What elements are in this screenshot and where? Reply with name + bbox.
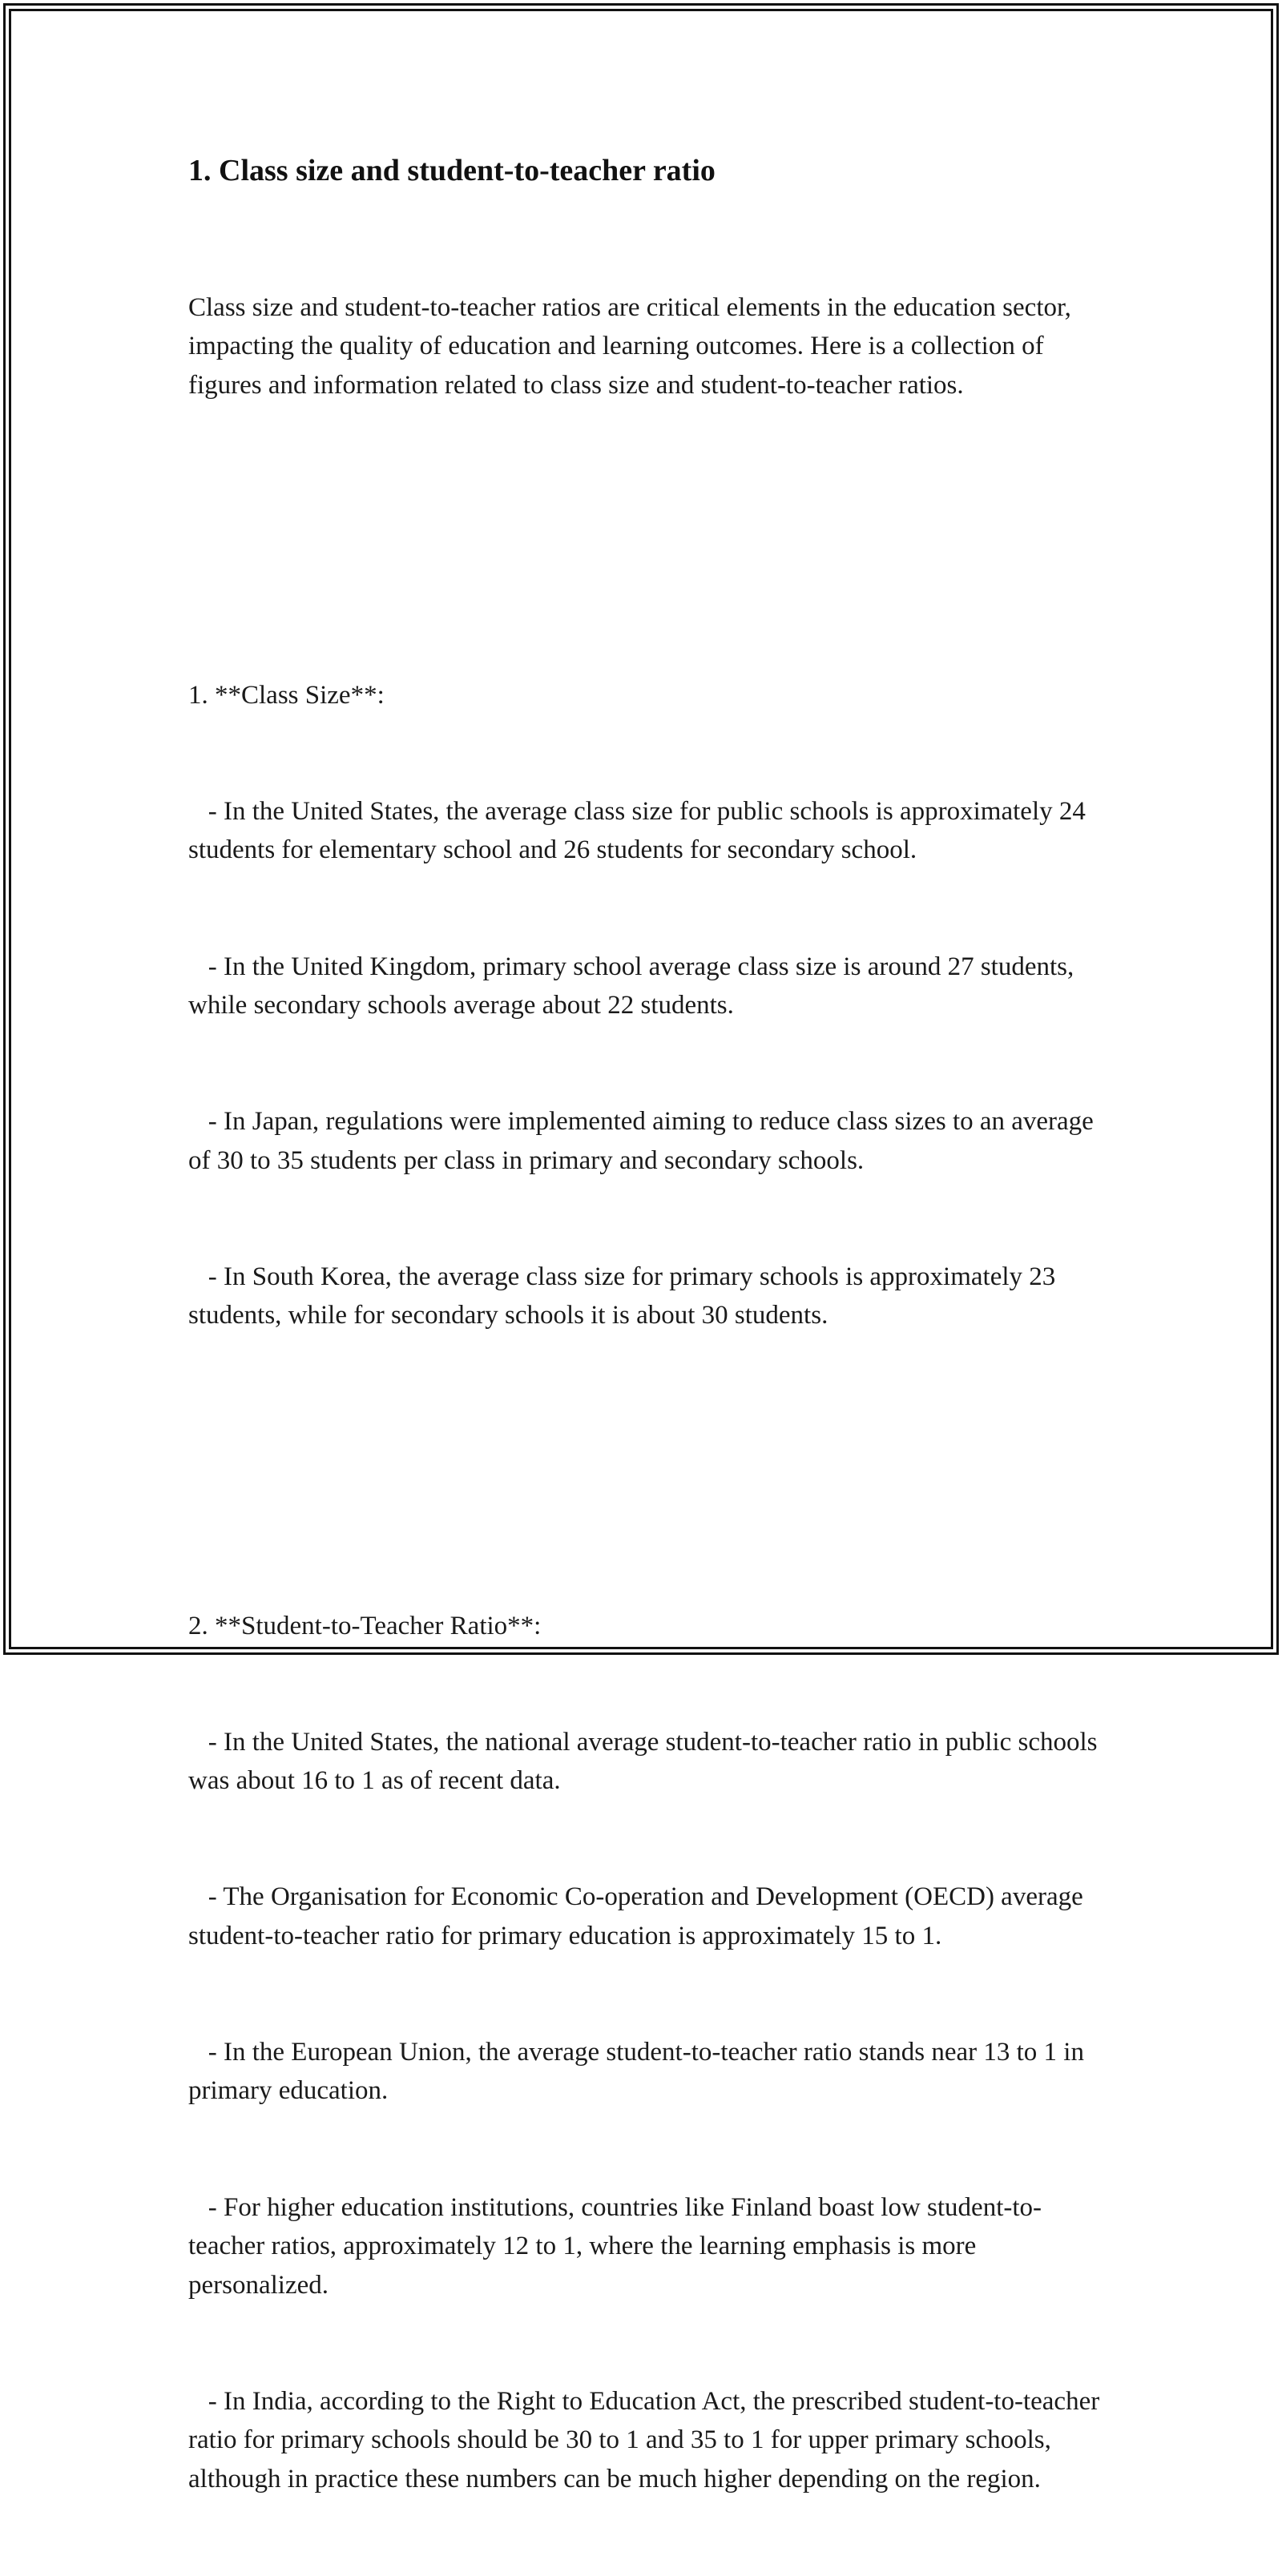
list-item: - In the United Kingdom, primary school average class size is around 27 students, while secondary schools average about 22 students. xyxy=(188,952,1081,1020)
section-heading: 1. Class size and student-to-teacher ratio xyxy=(188,154,716,187)
blank-line xyxy=(188,1451,1102,1490)
document-body xyxy=(188,148,1107,2576)
list-item: - For higher education institutions, countries like Finland boast low student-to-teacher ratios, approximately 12 to 1, where the learning emphasis is more personalized. xyxy=(188,2192,1042,2300)
ratio-title: 2. **Student-to-Teacher Ratio**: xyxy=(188,1611,542,1640)
list-item: - The Organisation for Economic Co-operation and Development (OECD) average student-to-teacher ratio for primary education is approximately 15 to 1. xyxy=(188,1882,1091,1950)
document-text xyxy=(188,211,1107,2576)
list-item: - In the United States, the average class size for public schools is approximately 24 students for elementary school and 26 students for secondary school. xyxy=(188,797,1093,865)
list-item: - In India, according to the Right to Education Act, the prescribed student-to-teacher ratio for primary schools should be 30 to 1 and 35 to 1 for upper primary schools, although in practice these numbers can be much higher depending on the region. xyxy=(188,2386,1107,2493)
list-item: - In Japan, regulations were implemented aiming to reduce class sizes to an average of 30 to 35 students per class in primary and secondary schools. xyxy=(188,1107,1101,1175)
list-item: - In South Korea, the average class size for primary schools is approximately 23 students, while for secondary schools it is about 30 students. xyxy=(188,1262,1062,1330)
list-item: - In the European Union, the average student-to-teacher ratio stands near 13 to 1 in primary education. xyxy=(188,2038,1091,2106)
intro-paragraph: Class size and student-to-teacher ratios are critical elements in the education sector, impacting the quality of education and learning outcomes. Here is a collection of figures and information related to class size and student-to-teacher ratios. xyxy=(188,292,1078,400)
list-item: - In the United States, the national average student-to-teacher ratio in public schools was about 16 to 1 as of recent data. xyxy=(188,1727,1104,1796)
blank-line xyxy=(188,521,1102,559)
class-size-title: 1. **Class Size**: xyxy=(188,680,385,710)
